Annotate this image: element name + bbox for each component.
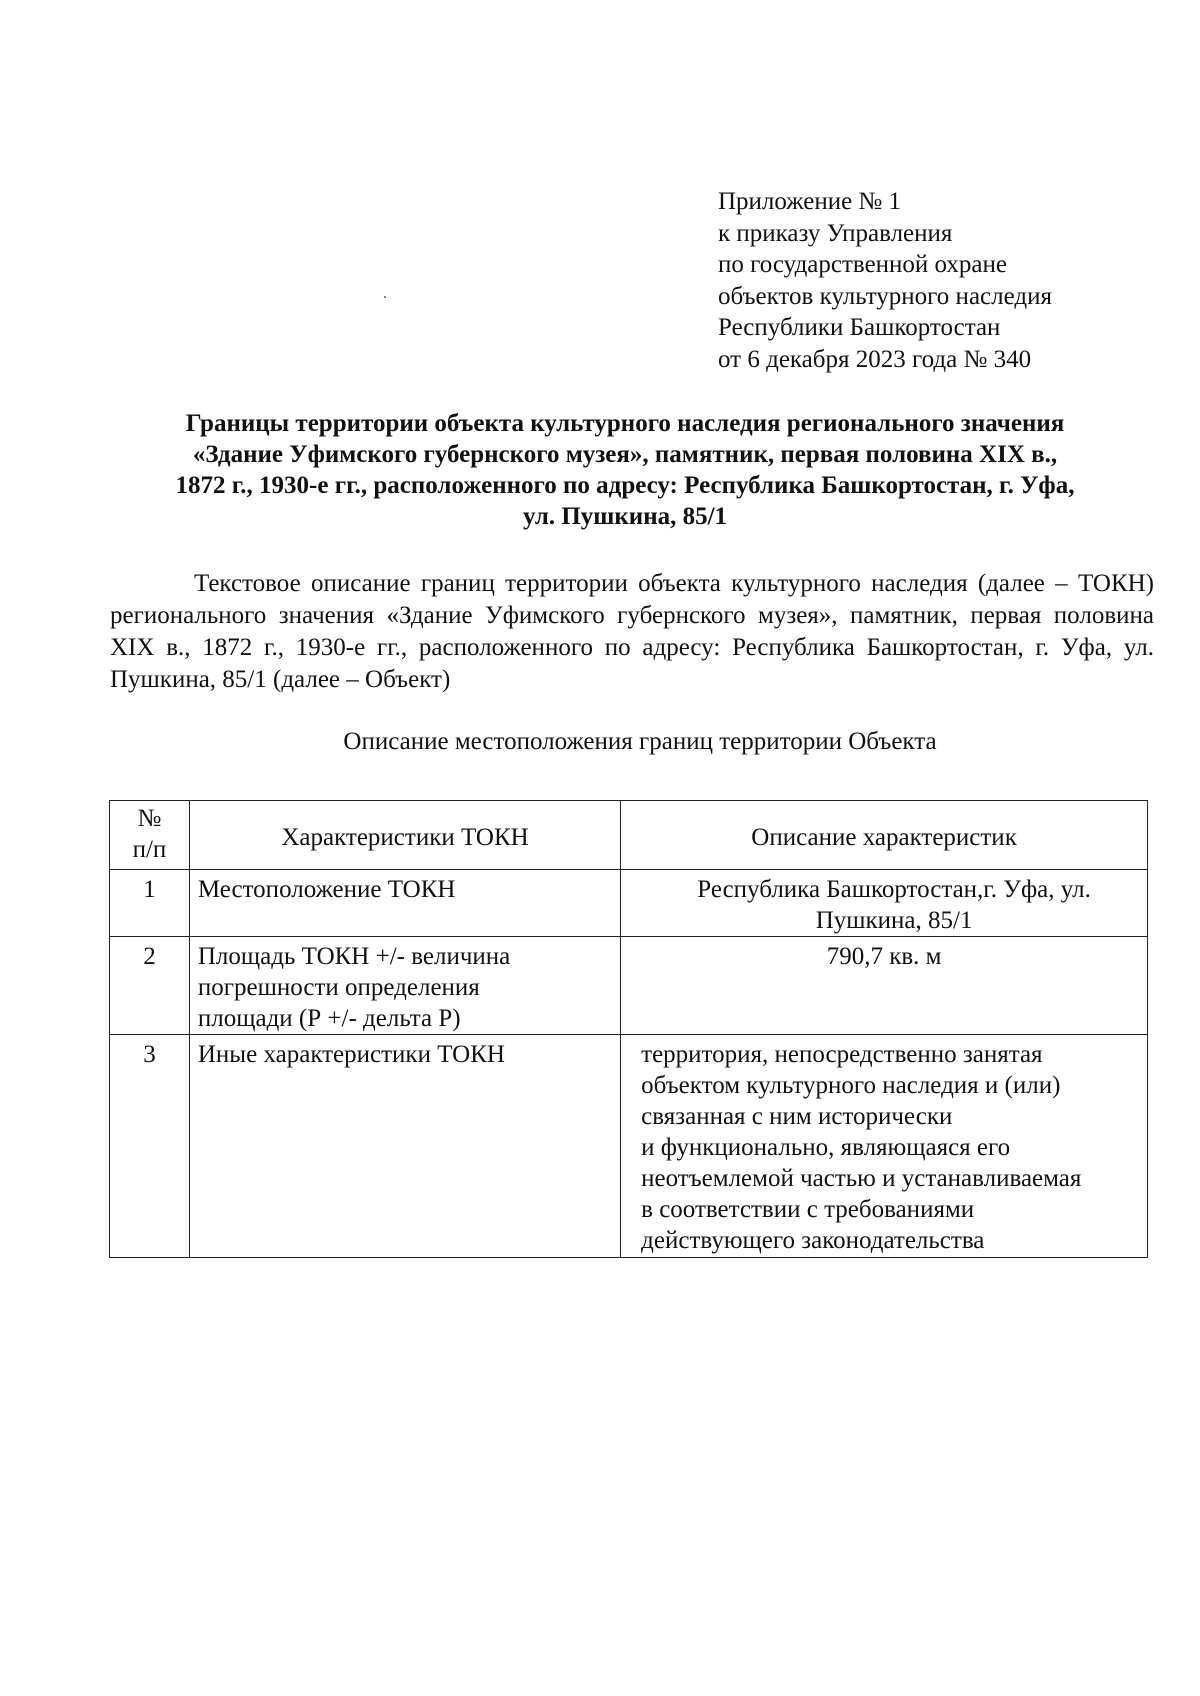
section-heading: Описание местоположения границ территории Объекта: [343, 728, 937, 755]
appendix-line: по государственной охране: [718, 251, 1008, 278]
description-line: объектом культурного наследия и (или): [641, 1072, 1061, 1099]
characteristic-line: площади (Р +/- дельта Р): [197, 1005, 461, 1032]
description-line: связанная с ним исторически: [641, 1103, 953, 1130]
title-line: ул. Пушкина, 85/1: [522, 503, 728, 530]
table-row: [110, 937, 1148, 1035]
description-line: Пушкина, 85/1: [815, 907, 973, 934]
header-number: [110, 801, 190, 870]
appendix-line: Республики Башкортостан: [718, 314, 1001, 341]
appendix-line: объектов культурного наследия: [718, 282, 1052, 310]
row-characteristic: Местоположение ТОКН: [189, 870, 620, 937]
row-number: 3: [110, 1035, 190, 1258]
row-description: [621, 1035, 1148, 1258]
description-line: в соответствии с требованиями: [641, 1196, 975, 1223]
row-characteristic: [189, 937, 620, 1035]
intro-paragraph: Текстовое описание границ территории объекта культурного наследия (далее – ТОКН) регионального значения «Здание Уфимского губернского музея», памятник, первая половина XIX в., 1872 г., 1930-е гг., расположенного по адресу: Республика Башкортостан, г. Уфа, ул. Пушкина, 85/1 (далее – Объект): [110, 570, 1154, 693]
table-row: [110, 870, 1148, 937]
row-description: 790,7 кв. м: [621, 937, 1148, 1035]
header-number-line: №: [137, 805, 162, 832]
characteristics-table: [109, 800, 1148, 1258]
description-line: неотъемлемой частью и устанавливаемая: [641, 1165, 1082, 1192]
description-line: и функционально, являющаяся его: [641, 1134, 1011, 1161]
description-line: территория, непосредственно занятая: [641, 1041, 1043, 1068]
title-line: Границы территории объекта культурного наследия регионального значения: [185, 410, 1065, 437]
header-description: Описание характеристик: [621, 801, 1148, 870]
row-number: 2: [110, 937, 190, 1035]
header-characteristic: Характеристики ТОКН: [189, 801, 620, 870]
characteristic-line: Площадь ТОКН +/- величина: [197, 943, 511, 970]
title-line: «Здание Уфимского губернского музея», памятник, первая половина XIX в.,: [192, 441, 1058, 468]
characteristic-line: погрешности определения: [197, 974, 480, 1001]
description-line: действующего законодательства: [641, 1227, 985, 1254]
appendix-line: от 6 декабря 2023 года № 340: [718, 345, 1032, 373]
table-header-row: [110, 801, 1148, 870]
title-line: 1872 г., 1930-е гг., расположенного по адресу: Республика Башкортостан, г. Уфа,: [175, 472, 1075, 499]
appendix-block: [718, 186, 1052, 375]
appendix-line: к приказу Управления: [718, 219, 953, 247]
row-description: [621, 870, 1148, 937]
description-line: Республика Башкортостан,г. Уфа, ул.: [697, 876, 1091, 903]
scan-speck: [384, 296, 386, 298]
row-number: 1: [110, 870, 190, 937]
header-number-line: п/п: [132, 836, 167, 863]
table-row: [110, 1035, 1148, 1258]
document-title: [110, 408, 1140, 532]
appendix-line: Приложение № 1: [718, 188, 902, 215]
row-characteristic: Иные характеристики ТОКН: [189, 1035, 620, 1258]
